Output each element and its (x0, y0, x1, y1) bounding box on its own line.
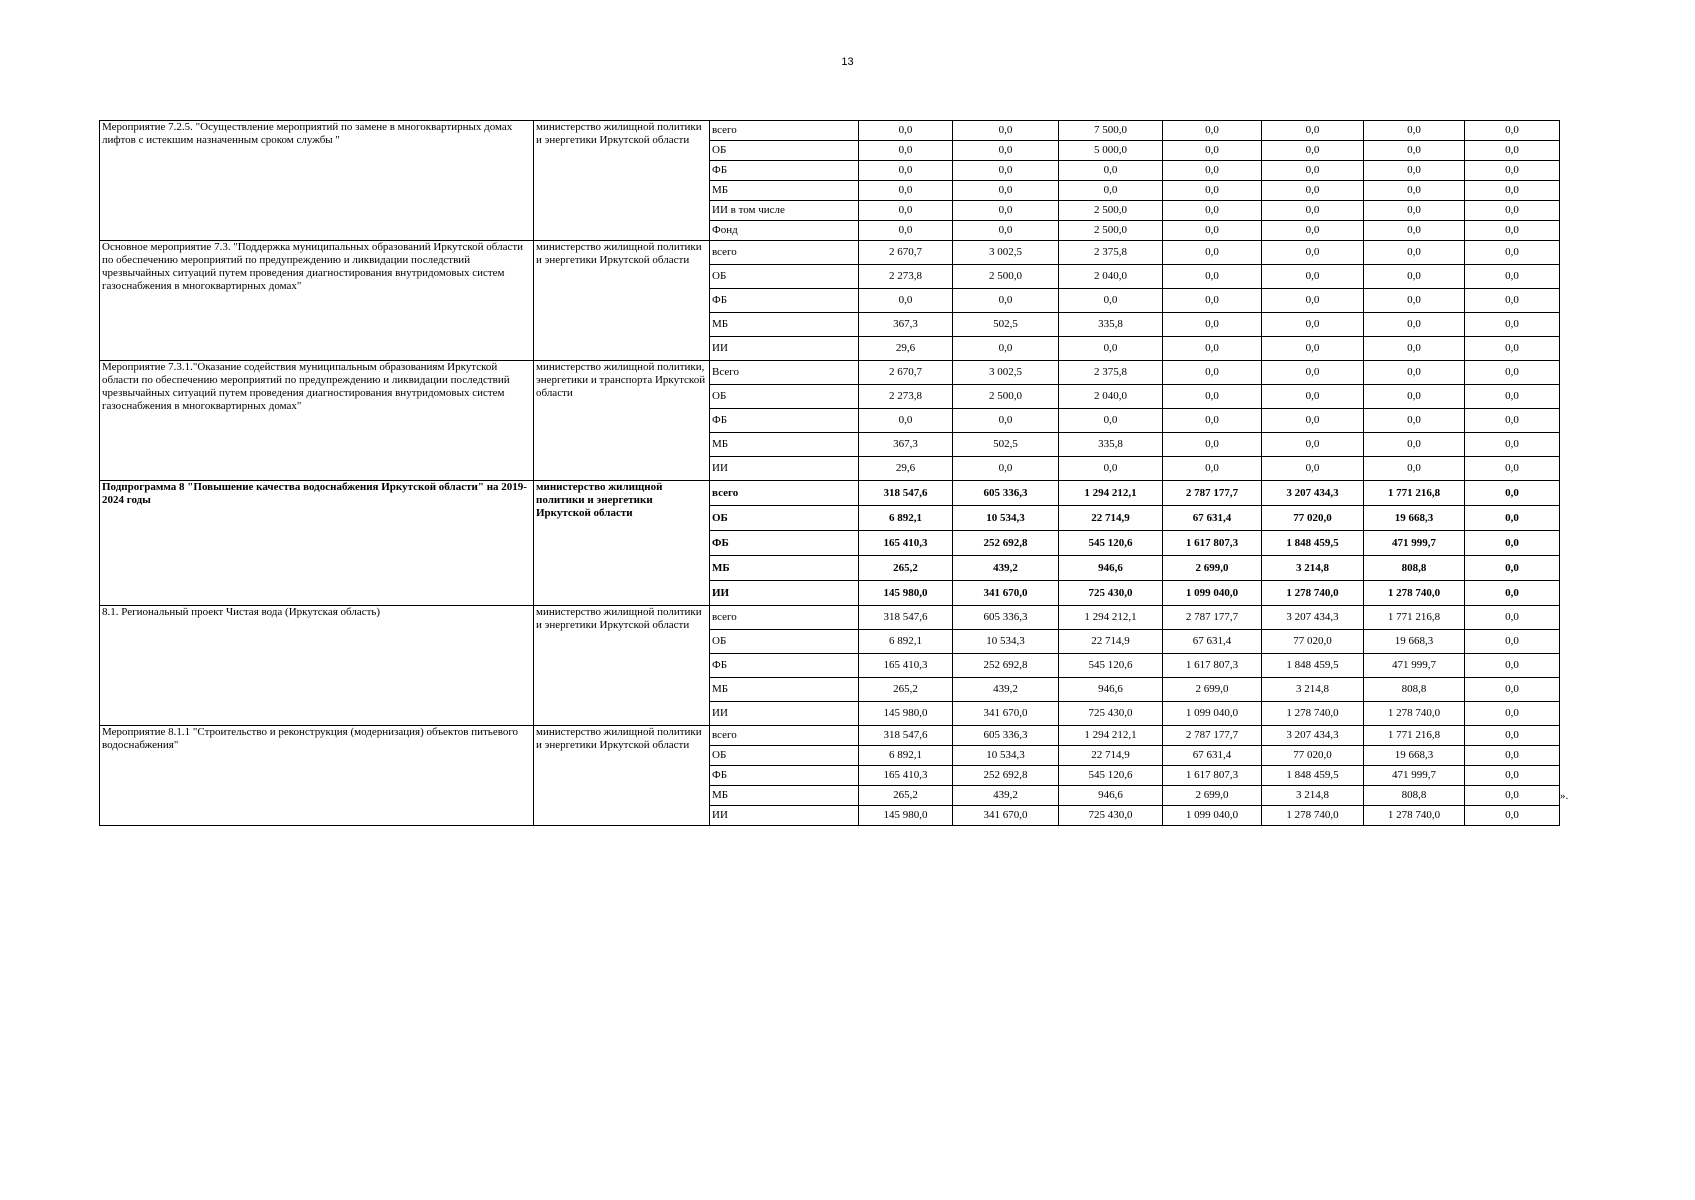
amount-cell: 545 120,6 (1059, 531, 1163, 556)
funding-source: всего (710, 726, 859, 746)
amount-cell: 605 336,3 (953, 726, 1059, 746)
amount-cell: 67 631,4 (1163, 506, 1262, 531)
amount-cell: 0,0 (1364, 337, 1465, 361)
amount-cell: 1 771 216,8 (1364, 606, 1465, 630)
amount-cell: 0,0 (953, 409, 1059, 433)
amount-cell: 0,0 (1465, 385, 1560, 409)
amount-cell: 0,0 (1465, 181, 1560, 201)
amount-cell: 6 892,1 (859, 506, 953, 531)
amount-cell: 0,0 (859, 289, 953, 313)
amount-cell: 7 500,0 (1059, 121, 1163, 141)
amount-cell: 3 214,8 (1262, 678, 1364, 702)
amount-cell: 0,0 (1465, 313, 1560, 337)
amount-cell: 318 547,6 (859, 606, 953, 630)
amount-cell: 0,0 (1163, 457, 1262, 481)
amount-cell: 2 040,0 (1059, 385, 1163, 409)
amount-cell: 145 980,0 (859, 581, 953, 606)
amount-cell: 0,0 (859, 201, 953, 221)
amount-cell: 0,0 (1364, 161, 1465, 181)
budget-table (99, 120, 1560, 826)
amount-cell: 0,0 (953, 221, 1059, 241)
activity-description: Подпрограмма 8 "Повышение качества водоснабжения Иркутской области" на 2019-2024 годы (100, 481, 534, 606)
amount-cell: 5 000,0 (1059, 141, 1163, 161)
amount-cell: 0,0 (1059, 161, 1163, 181)
amount-cell: 22 714,9 (1059, 506, 1163, 531)
funding-source: ОБ (710, 746, 859, 766)
funding-source: ФБ (710, 289, 859, 313)
amount-cell: 2 699,0 (1163, 556, 1262, 581)
amount-cell: 471 999,7 (1364, 531, 1465, 556)
amount-cell: 0,0 (1364, 361, 1465, 385)
amount-cell: 439,2 (953, 556, 1059, 581)
amount-cell: 0,0 (859, 141, 953, 161)
amount-cell: 0,0 (1465, 161, 1560, 181)
funding-source: МБ (710, 678, 859, 702)
amount-cell: 22 714,9 (1059, 746, 1163, 766)
funding-source: ИИ (710, 806, 859, 826)
amount-cell: 6 892,1 (859, 746, 953, 766)
activity-description: 8.1. Региональный проект Чистая вода (Иркутская область) (100, 606, 534, 726)
funding-source: всего (710, 481, 859, 506)
amount-cell: 6 892,1 (859, 630, 953, 654)
amount-cell: 341 670,0 (953, 806, 1059, 826)
amount-cell: 0,0 (1163, 161, 1262, 181)
amount-cell: 0,0 (1465, 746, 1560, 766)
funding-source: ОБ (710, 506, 859, 531)
funding-source: всего (710, 606, 859, 630)
funding-source: ФБ (710, 531, 859, 556)
amount-cell: 0,0 (1163, 337, 1262, 361)
funding-source: Фонд (710, 221, 859, 241)
amount-cell: 0,0 (1465, 581, 1560, 606)
amount-cell: 335,8 (1059, 433, 1163, 457)
amount-cell: 0,0 (1262, 457, 1364, 481)
activity-description: Мероприятие 7.3.1."Оказание содействия муниципальным образованиям Иркутской области по обеспечению мероприятий по предупреждению и ликвидации последствий чрезвычайных ситуаций путем проведения диагностирования внутридомовых систем газоснабжения в многоквартирных домах" (100, 361, 534, 481)
amount-cell: 0,0 (859, 121, 953, 141)
amount-cell: 0,0 (1163, 181, 1262, 201)
amount-cell: 0,0 (1262, 121, 1364, 141)
amount-cell: 10 534,3 (953, 630, 1059, 654)
amount-cell: 0,0 (859, 181, 953, 201)
funding-source: МБ (710, 313, 859, 337)
amount-cell: 265,2 (859, 786, 953, 806)
page-number: 13 (841, 56, 854, 68)
amount-cell: 1 848 459,5 (1262, 654, 1364, 678)
program-block (100, 481, 1560, 606)
funding-source: ФБ (710, 161, 859, 181)
amount-cell: 252 692,8 (953, 766, 1059, 786)
amount-cell: 0,0 (1465, 289, 1560, 313)
amount-cell: 471 999,7 (1364, 654, 1465, 678)
amount-cell: 145 980,0 (859, 702, 953, 726)
amount-cell: 471 999,7 (1364, 766, 1465, 786)
amount-cell: 0,0 (1364, 221, 1465, 241)
amount-cell: 10 534,3 (953, 506, 1059, 531)
amount-cell: 0,0 (1465, 481, 1560, 506)
amount-cell: 67 631,4 (1163, 630, 1262, 654)
amount-cell: 341 670,0 (953, 581, 1059, 606)
table-row (100, 361, 1560, 385)
amount-cell: 0,0 (1364, 313, 1465, 337)
amount-cell: 29,6 (859, 457, 953, 481)
funding-source: ИИ (710, 457, 859, 481)
amount-cell: 0,0 (1465, 506, 1560, 531)
amount-cell: 0,0 (953, 457, 1059, 481)
amount-cell: 2 273,8 (859, 385, 953, 409)
amount-cell: 946,6 (1059, 678, 1163, 702)
amount-cell: 0,0 (953, 289, 1059, 313)
table-row (100, 241, 1560, 265)
amount-cell: 0,0 (1465, 806, 1560, 826)
funding-source: всего (710, 121, 859, 141)
amount-cell: 367,3 (859, 433, 953, 457)
funding-source: ОБ (710, 385, 859, 409)
amount-cell: 0,0 (1364, 181, 1465, 201)
amount-cell: 0,0 (1262, 181, 1364, 201)
responsible-executor: министерство жилищной политики и энергетики Иркутской области (534, 241, 710, 361)
funding-source: МБ (710, 181, 859, 201)
amount-cell: 1 771 216,8 (1364, 726, 1465, 746)
amount-cell: 0,0 (1262, 337, 1364, 361)
amount-cell: 318 547,6 (859, 481, 953, 506)
amount-cell: 19 668,3 (1364, 630, 1465, 654)
amount-cell: 2 500,0 (1059, 201, 1163, 221)
amount-cell: 0,0 (859, 161, 953, 181)
amount-cell: 0,0 (1059, 409, 1163, 433)
amount-cell: 1 099 040,0 (1163, 702, 1262, 726)
amount-cell: 1 099 040,0 (1163, 581, 1262, 606)
amount-cell: 605 336,3 (953, 606, 1059, 630)
amount-cell: 0,0 (953, 141, 1059, 161)
amount-cell: 0,0 (1465, 766, 1560, 786)
amount-cell: 946,6 (1059, 786, 1163, 806)
closing-mark: ». (1560, 790, 1569, 802)
amount-cell: 1 278 740,0 (1364, 581, 1465, 606)
amount-cell: 0,0 (1059, 289, 1163, 313)
amount-cell: 545 120,6 (1059, 766, 1163, 786)
amount-cell: 0,0 (1163, 201, 1262, 221)
amount-cell: 165 410,3 (859, 531, 953, 556)
amount-cell: 0,0 (1465, 433, 1560, 457)
amount-cell: 0,0 (1465, 221, 1560, 241)
amount-cell: 0,0 (1465, 786, 1560, 806)
amount-cell: 2 787 177,7 (1163, 726, 1262, 746)
amount-cell: 1 848 459,5 (1262, 766, 1364, 786)
activity-description: Мероприятие 7.2.5. "Осуществление мероприятий по замене в многоквартирных домах лифтов с истекшим назначенным сроком службы " (100, 121, 534, 241)
amount-cell: 0,0 (1163, 289, 1262, 313)
amount-cell: 0,0 (1163, 241, 1262, 265)
amount-cell: 265,2 (859, 678, 953, 702)
amount-cell: 0,0 (1465, 361, 1560, 385)
funding-source: ОБ (710, 141, 859, 161)
amount-cell: 1 278 740,0 (1262, 702, 1364, 726)
funding-source: МБ (710, 786, 859, 806)
activity-description: Основное мероприятие 7.3. "Поддержка муниципальных образований Иркутской области по обеспечению мероприятий по предупреждению и ликвидации последствий чрезвычайных ситуаций путем проведения диагностирования внутридомовых систем газоснабжения в многоквартирных домах" (100, 241, 534, 361)
amount-cell: 367,3 (859, 313, 953, 337)
table-row (100, 726, 1560, 746)
amount-cell: 0,0 (1163, 221, 1262, 241)
amount-cell: 3 207 434,3 (1262, 481, 1364, 506)
amount-cell: 1 617 807,3 (1163, 766, 1262, 786)
funding-source: ИИ (710, 702, 859, 726)
amount-cell: 77 020,0 (1262, 506, 1364, 531)
amount-cell: 3 207 434,3 (1262, 726, 1364, 746)
activity-description: Мероприятие 8.1.1 "Строительство и реконструкция (модернизация) объектов питьевого водоснабжения" (100, 726, 534, 826)
amount-cell: 2 500,0 (1059, 221, 1163, 241)
funding-source: всего (710, 241, 859, 265)
program-block (100, 606, 1560, 726)
funding-source: МБ (710, 433, 859, 457)
amount-cell: 0,0 (1262, 201, 1364, 221)
funding-source: ФБ (710, 654, 859, 678)
amount-cell: 0,0 (1465, 702, 1560, 726)
amount-cell: 1 294 212,1 (1059, 606, 1163, 630)
amount-cell: 0,0 (1163, 361, 1262, 385)
amount-cell: 725 430,0 (1059, 702, 1163, 726)
amount-cell: 0,0 (1364, 141, 1465, 161)
amount-cell: 0,0 (1465, 121, 1560, 141)
amount-cell: 77 020,0 (1262, 746, 1364, 766)
table-row (100, 481, 1560, 506)
amount-cell: 19 668,3 (1364, 746, 1465, 766)
funding-source: ИИ (710, 581, 859, 606)
amount-cell: 0,0 (1262, 265, 1364, 289)
amount-cell: 3 002,5 (953, 241, 1059, 265)
amount-cell: 2 375,8 (1059, 241, 1163, 265)
table-row (100, 606, 1560, 630)
amount-cell: 1 617 807,3 (1163, 654, 1262, 678)
amount-cell: 0,0 (1364, 385, 1465, 409)
amount-cell: 0,0 (1163, 141, 1262, 161)
amount-cell: 252 692,8 (953, 531, 1059, 556)
amount-cell: 0,0 (1262, 289, 1364, 313)
amount-cell: 0,0 (1163, 433, 1262, 457)
amount-cell: 2 500,0 (953, 265, 1059, 289)
amount-cell: 0,0 (1465, 457, 1560, 481)
funding-source: ФБ (710, 409, 859, 433)
amount-cell: 2 500,0 (953, 385, 1059, 409)
amount-cell: 0,0 (1163, 265, 1262, 289)
amount-cell: 808,8 (1364, 786, 1465, 806)
amount-cell: 165 410,3 (859, 654, 953, 678)
program-block (100, 121, 1560, 241)
program-block (100, 726, 1560, 826)
amount-cell: 67 631,4 (1163, 746, 1262, 766)
amount-cell: 341 670,0 (953, 702, 1059, 726)
amount-cell: 3 002,5 (953, 361, 1059, 385)
table-row (100, 121, 1560, 141)
amount-cell: 0,0 (1364, 289, 1465, 313)
funding-source: Всего (710, 361, 859, 385)
amount-cell: 439,2 (953, 786, 1059, 806)
amount-cell: 1 278 740,0 (1262, 581, 1364, 606)
amount-cell: 0,0 (1465, 606, 1560, 630)
amount-cell: 0,0 (1059, 181, 1163, 201)
responsible-executor: министерство жилищной политики и энергетики Иркутской области (534, 481, 710, 606)
amount-cell: 0,0 (1059, 457, 1163, 481)
amount-cell: 2 699,0 (1163, 786, 1262, 806)
amount-cell: 605 336,3 (953, 481, 1059, 506)
amount-cell: 2 670,7 (859, 241, 953, 265)
amount-cell: 0,0 (953, 121, 1059, 141)
amount-cell: 0,0 (1262, 409, 1364, 433)
amount-cell: 0,0 (1364, 409, 1465, 433)
amount-cell: 2 040,0 (1059, 265, 1163, 289)
funding-source: ИИ в том числе (710, 201, 859, 221)
amount-cell: 19 668,3 (1364, 506, 1465, 531)
amount-cell: 22 714,9 (1059, 630, 1163, 654)
amount-cell: 1 278 740,0 (1262, 806, 1364, 826)
amount-cell: 3 214,8 (1262, 556, 1364, 581)
amount-cell: 0,0 (1465, 654, 1560, 678)
responsible-executor: министерство жилищной политики, энергетики и транспорта Иркутской области (534, 361, 710, 481)
amount-cell: 252 692,8 (953, 654, 1059, 678)
amount-cell: 2 273,8 (859, 265, 953, 289)
amount-cell: 165 410,3 (859, 766, 953, 786)
amount-cell: 0,0 (953, 337, 1059, 361)
amount-cell: 0,0 (1465, 630, 1560, 654)
amount-cell: 0,0 (1262, 385, 1364, 409)
amount-cell: 3 207 434,3 (1262, 606, 1364, 630)
amount-cell: 0,0 (953, 201, 1059, 221)
amount-cell: 0,0 (1262, 221, 1364, 241)
amount-cell: 0,0 (953, 161, 1059, 181)
amount-cell: 0,0 (1465, 678, 1560, 702)
amount-cell: 725 430,0 (1059, 581, 1163, 606)
amount-cell: 2 670,7 (859, 361, 953, 385)
funding-source: ИИ (710, 337, 859, 361)
amount-cell: 0,0 (1364, 433, 1465, 457)
amount-cell: 0,0 (1262, 361, 1364, 385)
amount-cell: 0,0 (1364, 457, 1465, 481)
amount-cell: 725 430,0 (1059, 806, 1163, 826)
amount-cell: 439,2 (953, 678, 1059, 702)
amount-cell: 0,0 (1364, 265, 1465, 289)
amount-cell: 0,0 (953, 181, 1059, 201)
amount-cell: 0,0 (1465, 531, 1560, 556)
amount-cell: 0,0 (1364, 201, 1465, 221)
amount-cell: 502,5 (953, 313, 1059, 337)
amount-cell: 1 848 459,5 (1262, 531, 1364, 556)
amount-cell: 1 294 212,1 (1059, 726, 1163, 746)
program-block (100, 241, 1560, 361)
amount-cell: 545 120,6 (1059, 654, 1163, 678)
amount-cell: 29,6 (859, 337, 953, 361)
amount-cell: 0,0 (1262, 313, 1364, 337)
amount-cell: 2 699,0 (1163, 678, 1262, 702)
program-block (100, 361, 1560, 481)
amount-cell: 0,0 (1262, 241, 1364, 265)
amount-cell: 0,0 (1262, 433, 1364, 457)
amount-cell: 0,0 (1465, 265, 1560, 289)
amount-cell: 0,0 (1262, 141, 1364, 161)
amount-cell: 502,5 (953, 433, 1059, 457)
amount-cell: 77 020,0 (1262, 630, 1364, 654)
amount-cell: 318 547,6 (859, 726, 953, 746)
amount-cell: 0,0 (1364, 241, 1465, 265)
funding-source: МБ (710, 556, 859, 581)
responsible-executor: министерство жилищной политики и энергетики Иркутской области (534, 121, 710, 241)
amount-cell: 0,0 (1465, 201, 1560, 221)
amount-cell: 0,0 (1163, 409, 1262, 433)
amount-cell: 0,0 (1364, 121, 1465, 141)
amount-cell: 0,0 (859, 409, 953, 433)
amount-cell: 0,0 (1465, 726, 1560, 746)
amount-cell: 0,0 (1465, 337, 1560, 361)
amount-cell: 0,0 (1262, 161, 1364, 181)
amount-cell: 0,0 (1059, 337, 1163, 361)
amount-cell: 2 787 177,7 (1163, 606, 1262, 630)
amount-cell: 145 980,0 (859, 806, 953, 826)
amount-cell: 0,0 (1465, 556, 1560, 581)
amount-cell: 0,0 (1465, 141, 1560, 161)
amount-cell: 0,0 (1163, 313, 1262, 337)
amount-cell: 0,0 (859, 221, 953, 241)
amount-cell: 1 278 740,0 (1364, 702, 1465, 726)
amount-cell: 1 771 216,8 (1364, 481, 1465, 506)
amount-cell: 1 617 807,3 (1163, 531, 1262, 556)
responsible-executor: министерство жилищной политики и энергетики Иркутской области (534, 726, 710, 826)
amount-cell: 265,2 (859, 556, 953, 581)
amount-cell: 1 294 212,1 (1059, 481, 1163, 506)
amount-cell: 10 534,3 (953, 746, 1059, 766)
amount-cell: 0,0 (1465, 409, 1560, 433)
amount-cell: 0,0 (1163, 385, 1262, 409)
funding-source: ФБ (710, 766, 859, 786)
funding-source: ОБ (710, 265, 859, 289)
amount-cell: 946,6 (1059, 556, 1163, 581)
amount-cell: 808,8 (1364, 678, 1465, 702)
amount-cell: 2 375,8 (1059, 361, 1163, 385)
responsible-executor: министерство жилищной политики и энергетики Иркутской области (534, 606, 710, 726)
funding-source: ОБ (710, 630, 859, 654)
amount-cell: 0,0 (1163, 121, 1262, 141)
amount-cell: 335,8 (1059, 313, 1163, 337)
amount-cell: 0,0 (1465, 241, 1560, 265)
amount-cell: 1 278 740,0 (1364, 806, 1465, 826)
amount-cell: 3 214,8 (1262, 786, 1364, 806)
amount-cell: 1 099 040,0 (1163, 806, 1262, 826)
amount-cell: 808,8 (1364, 556, 1465, 581)
amount-cell: 2 787 177,7 (1163, 481, 1262, 506)
